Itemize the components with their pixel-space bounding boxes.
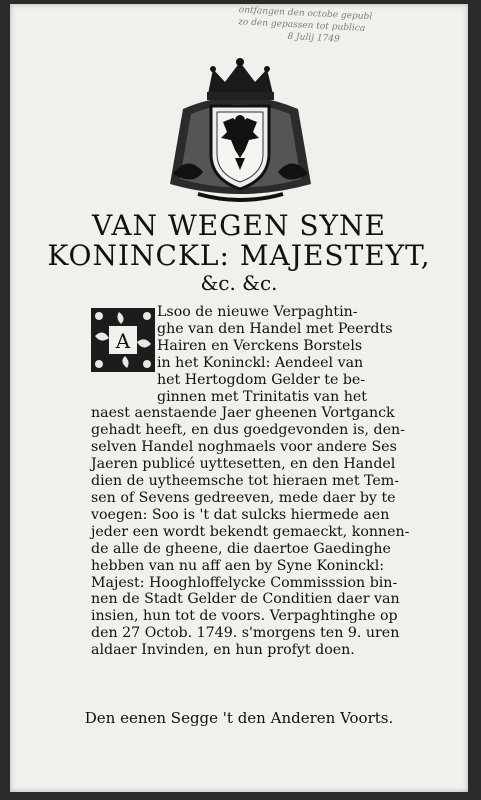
body-line: Lsoo de nieuwe Verpaghtin- xyxy=(157,304,358,320)
body-line: insien, hun tot de voors. Verpaghtinghe op xyxy=(91,608,398,625)
body-line: Hairen en Verckens Borstels xyxy=(157,337,363,354)
handwritten-annotation xyxy=(237,4,459,51)
annotation-line-1: ontfangen den octobe gepubl xyxy=(238,5,373,23)
body-line: den 27 Octob. 1749. s'morgens ten 9. uren xyxy=(91,625,400,642)
body-line: aldaer Invinden, en hun profyt doen. xyxy=(91,642,355,659)
closing-line: Den eenen Segge 't den Anderen Voorts. xyxy=(84,709,394,727)
royal-coat-of-arms-icon xyxy=(163,54,318,209)
annotation-line-2: zo den gepassen tot publica xyxy=(237,17,366,34)
body-line: dien de uytheemsche tot hieraen met Tem- xyxy=(91,473,400,490)
title-line-1: VAN WEGEN SYNE xyxy=(92,209,386,242)
initial-letter-text: A xyxy=(115,329,131,353)
body-line: selven Handel noghmaels voor andere Ses xyxy=(91,439,397,456)
body-line: sen of Sevens gedreeven, mede daer by te xyxy=(91,489,396,506)
body-line: de alle de gheene, die daertoe Gaedinghe xyxy=(91,540,391,557)
document-page xyxy=(10,4,468,792)
body-line: ginnen met Trinitatis van het xyxy=(157,388,367,405)
body-line: hebben van nu aff aen by Syne Koninckl: xyxy=(91,557,385,574)
body-line: Jaeren publicé uyttesetten, en den Handel xyxy=(91,456,396,473)
body-line: Majest: Hooghloffelycke Commisssion bin- xyxy=(91,574,398,591)
body-line: het Hertogdom Gelder te be- xyxy=(157,371,366,388)
body-line: in het Koninckl: Aendeel van xyxy=(157,354,364,371)
body-line: jeder een wordt bekendt gemaeckt, konnen- xyxy=(91,523,410,540)
body-line: voegen: Soo is 't dat sulcks hiermede aen xyxy=(91,506,390,523)
annotation-line-3: 8 Julij 1749 xyxy=(287,31,340,45)
title-line-2: KONINCKL: MAJESTEYT, xyxy=(47,239,431,272)
title-line-3: &c. &c. xyxy=(200,271,278,295)
body-line: nen de Stadt Gelder de Conditien daer van xyxy=(91,591,400,608)
body-line: ghe van den Handel met Peerdts xyxy=(157,320,393,337)
body-line: gehadt heeft, en dus goedgevonden is, den- xyxy=(91,422,405,439)
proclamation-body xyxy=(91,304,411,659)
body-line: naest aenstaende Jaer gheenen Vortganck xyxy=(91,405,395,422)
